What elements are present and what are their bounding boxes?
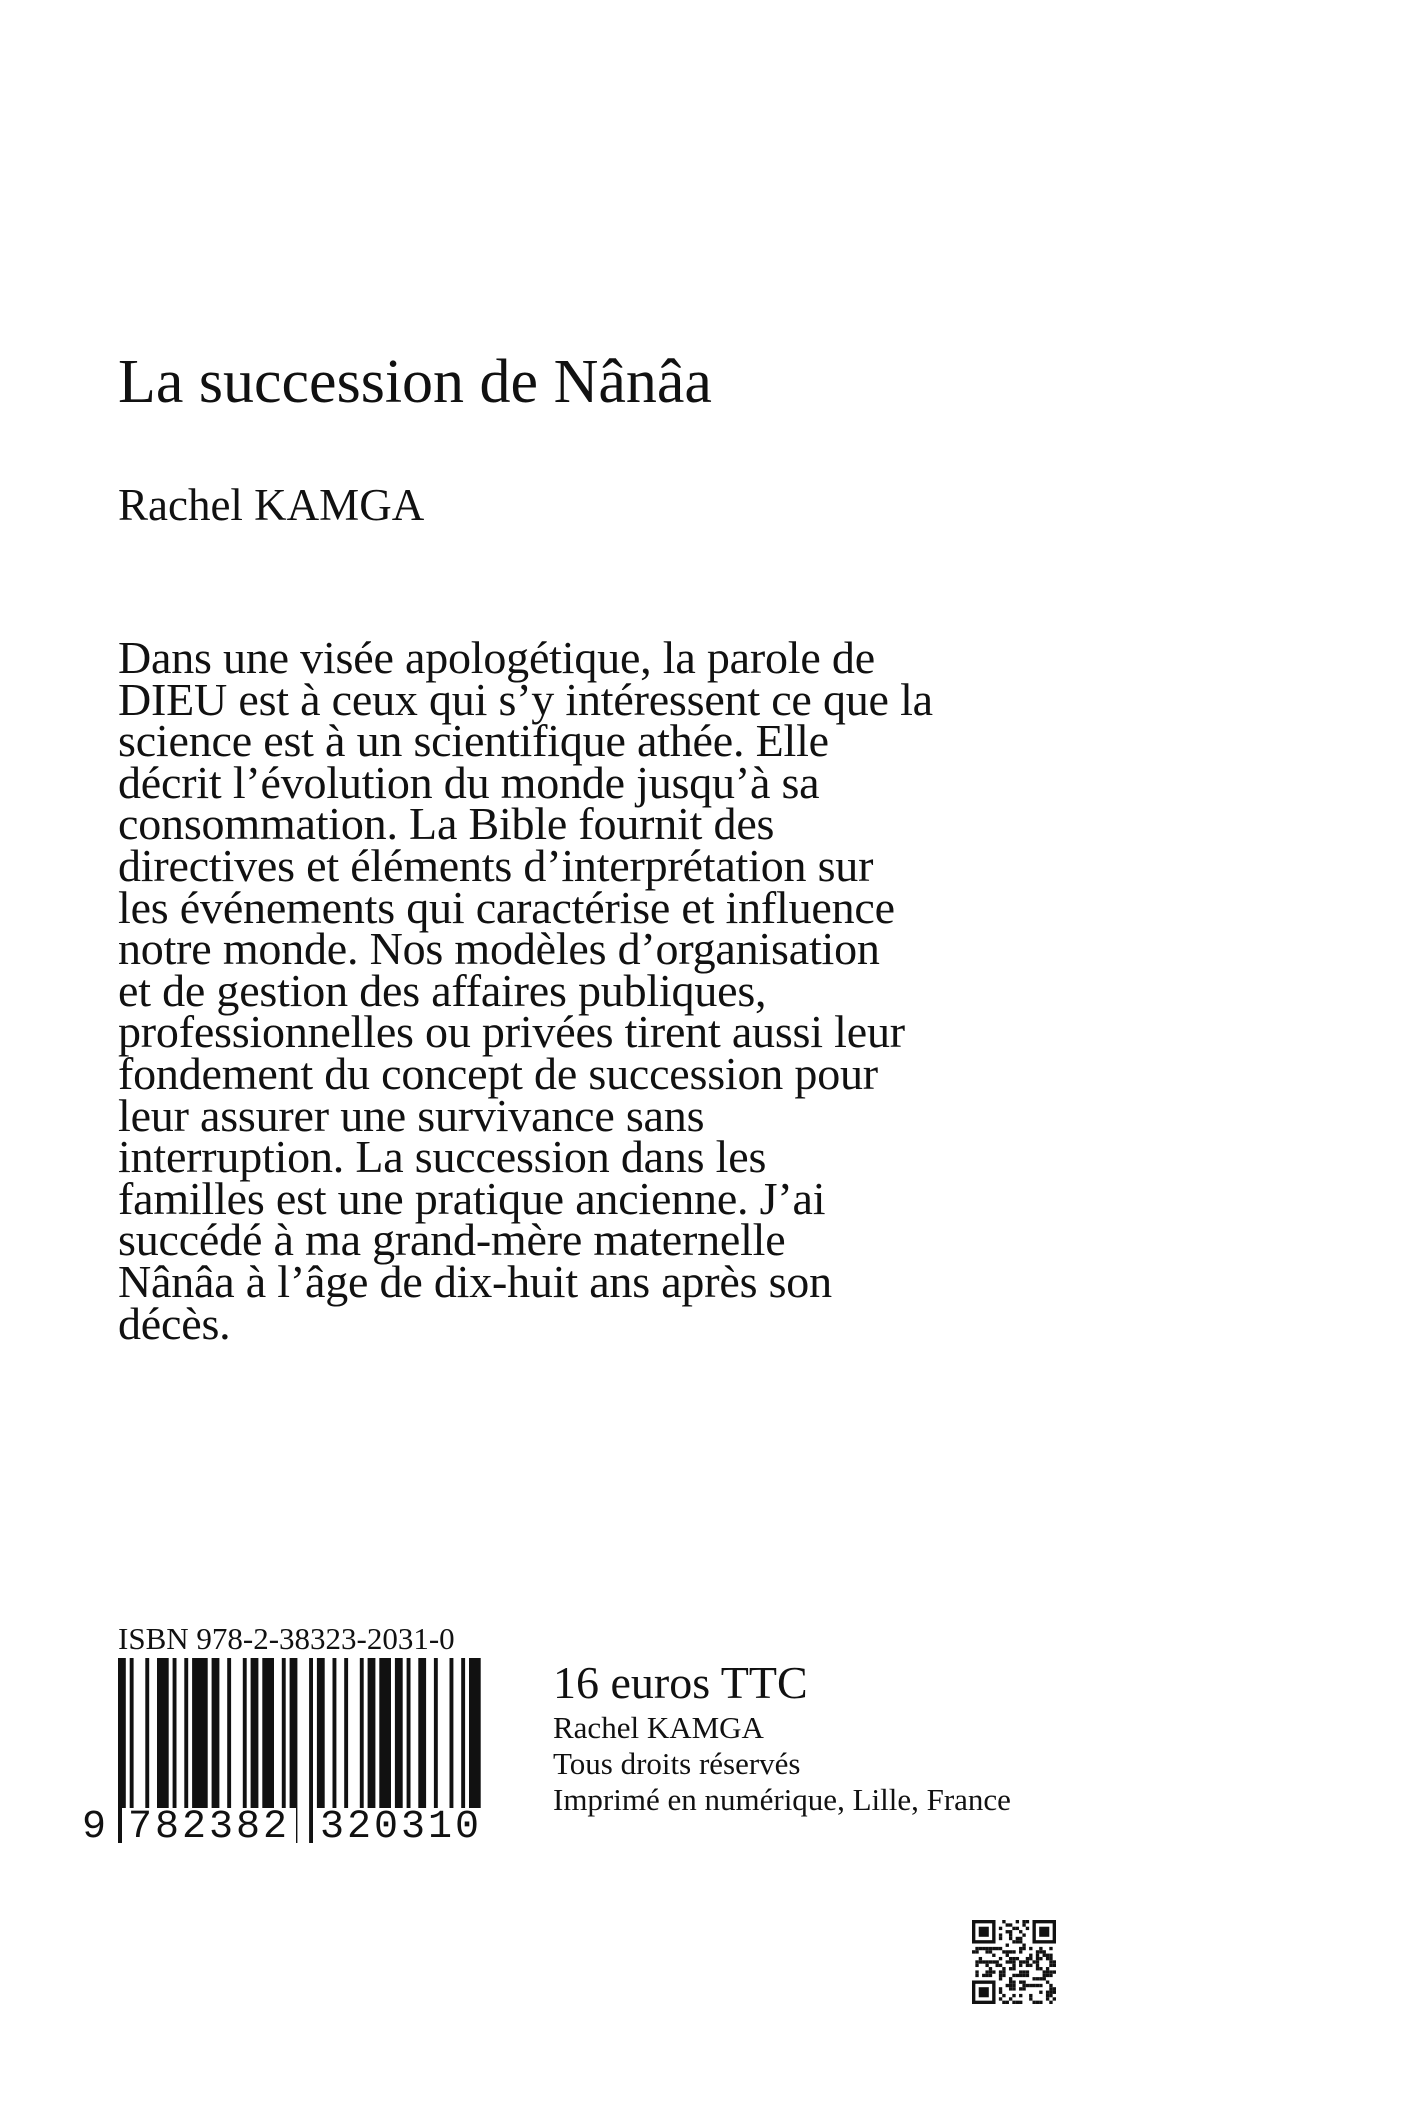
barcode: [82, 1658, 490, 1868]
book-title: La succession de Nânâa: [118, 348, 712, 416]
blurb-line: succédé à ma grand-mère maternelle: [118, 1214, 786, 1266]
blurb-line: Dans une visée apologétique, la parole de: [118, 632, 875, 683]
barcode-digits-left: 782382: [122, 1808, 296, 1848]
imprint-block: [553, 1710, 1011, 1818]
blurb-line: décrit l’évolution du monde jusqu’à sa: [118, 756, 820, 808]
barcode-digit-first: 9: [82, 1805, 107, 1850]
barcode-bar: [309, 1658, 313, 1843]
blurb: [118, 632, 1078, 1349]
blurb-line: et de gestion des affaires publiques,: [118, 964, 767, 1016]
blurb-line: fondement du concept de succession pour: [118, 1047, 878, 1099]
blurb-line: notre monde. Nos modèles d’organisation: [118, 923, 880, 975]
blurb-line: interruption. La succession dans les: [118, 1131, 767, 1183]
isbn-label: ISBN 978-2-38323-2031-0: [118, 1621, 455, 1656]
blurb-line: professionnelles ou privées tirent aussi leur: [118, 1006, 905, 1058]
price: 16 euros TTC: [553, 1657, 808, 1708]
blurb-line: décès.: [118, 1297, 231, 1349]
blurb-line: familles est une pratique ancienne. J’ai: [118, 1172, 826, 1224]
blurb-line: DIEU est à ceux qui s’y intéressent ce que la: [118, 673, 933, 725]
blurb-line: leur assurer une survivance sans: [118, 1089, 705, 1141]
blurb-line: consommation. La Bible fournit des: [118, 798, 775, 850]
blurb-line: science est à un scientifique athée. Elle: [118, 715, 829, 767]
blurb-line: les événements qui caractérise et influence: [118, 881, 895, 933]
qr-code-icon: [972, 1920, 1056, 2004]
blurb-line: directives et éléments d’interprétation sur: [118, 839, 874, 891]
imprint-author: Rachel KAMGA: [553, 1710, 764, 1745]
barcode-digits-right: 320310: [314, 1808, 488, 1848]
imprint-printed: Imprimé en numérique, Lille, France: [553, 1782, 1011, 1817]
imprint-rights: Tous droits réservés: [553, 1746, 801, 1781]
book-author: Rachel KAMGA: [118, 480, 425, 530]
blurb-line: Nânâa à l’âge de dix-huit ans après son: [118, 1255, 832, 1307]
